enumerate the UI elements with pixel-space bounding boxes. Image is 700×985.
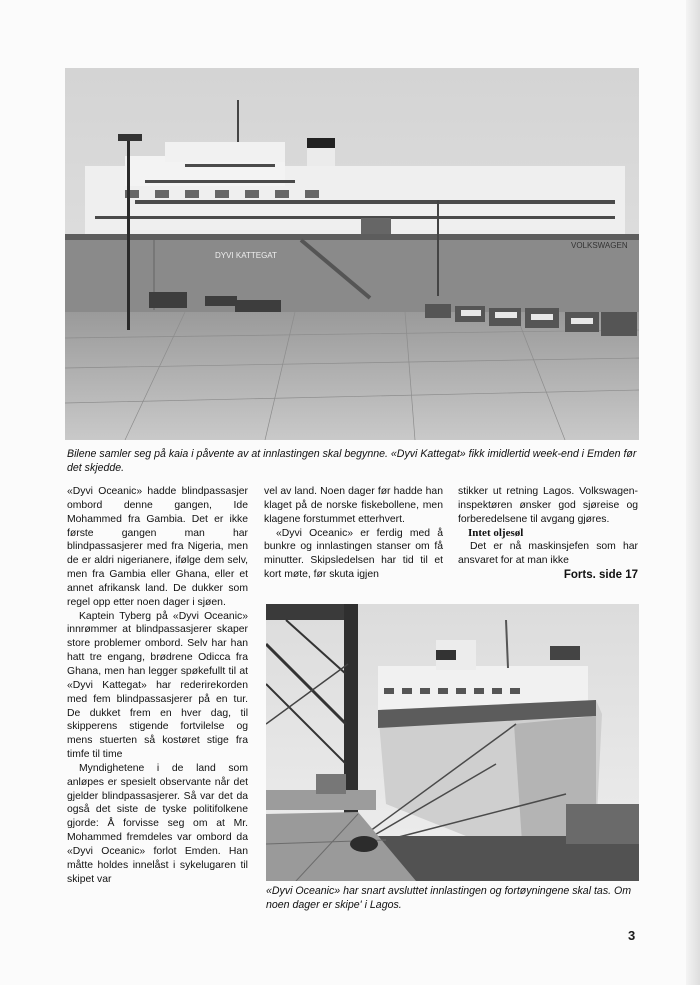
svg-text:VOLKSWAGEN: VOLKSWAGEN: [571, 241, 628, 250]
paragraph-fishballs: vel av land. Noen dager før hadde han klaget på de norske fiskebollene, men klagene forstummet etterhvert.: [264, 486, 443, 525]
article-column-2: [264, 485, 443, 582]
paragraph-chief-engineer: Det er nå maskinsjefen som har ansvaret for at man ikke: [458, 541, 638, 567]
page-edge: [686, 0, 700, 985]
caption-bottom-photo: «Dyvi Oceanic» har snart avsluttet innlastingen og fortøyningene skal tas. Om noen dager er skipe' i Lagos.: [266, 885, 632, 911]
paragraph-bunkering: «Dyvi Oceanic» er ferdig med å bunkre og innlastingen stanser om få minutter. Skipsledelsen har tid til et kort møte, før skuta igjen: [264, 527, 443, 581]
svg-text:DYVI KATTEGAT: DYVI KATTEGAT: [215, 251, 277, 260]
paragraph-captain: Kaptein Tyberg på «Dyvi Oceanic» innrømmer at blindpassasjerer skaper store problemer ombord. Selv har han hatt tre engang, brødrene Odicca fra Ghana, men han legger spøkefullt til at «Dyvi Kattegat» har rederirekorden med fem blindpassasjerer på en tur. De dukket frem en hver dag, til skipperens stigende fortvilelse og mens stuerten så kostøret stige fra timfe til time: [67, 610, 248, 761]
article-column-3: [458, 485, 638, 583]
paragraph-authorities: Myndighetene i de land som anløpes er spesielt observante når det gjelder blindpassasjerer. Så var det da også det siste de tyske politifolkene gjorde: Å forvisse seg om at Mr. Mohammed fremdeles var ombord da «Dyvi Oceanic» forlot Emden. Han måtte holdes innelåst i sykelugaren til skipet var: [67, 762, 248, 885]
paragraph-lagos: stikker ut retning Lagos. Volkswagen-inspektøren ønsker god sjøreise og forberedelsene til avgang gjøres.: [458, 486, 638, 525]
paragraph-stowaway: «Dyvi Oceanic» hadde blindpassasjer ombord denne gangen, Ide Mohammed fra Gambia. Det er ikke første gangen man har blindpassasjerer med fra Nigeria, men de er aldri nigerianere, ifølge dem selv, men fra Gambia eller Ghana, eller et annet afrikansk land. De dukker som regel opp etter noen dager i sjøen.: [67, 486, 248, 608]
article-column-1: [67, 485, 248, 886]
page-number: 3: [628, 928, 636, 943]
caption-top-photo: Bilene samler seg på kaia i påvente av at innlastingen skal begynne. «Dyvi Kattegat» fikk imidlertid week-end i Emden før det skjedde.: [67, 448, 637, 474]
continued-note: Forts. side 17: [563, 569, 638, 582]
photo-dyvi-oceanic-moored: [266, 604, 639, 881]
photo-car-carrier-quay: [65, 68, 639, 440]
subheading-no-oil-spill: Intet oljesøl: [468, 526, 524, 539]
